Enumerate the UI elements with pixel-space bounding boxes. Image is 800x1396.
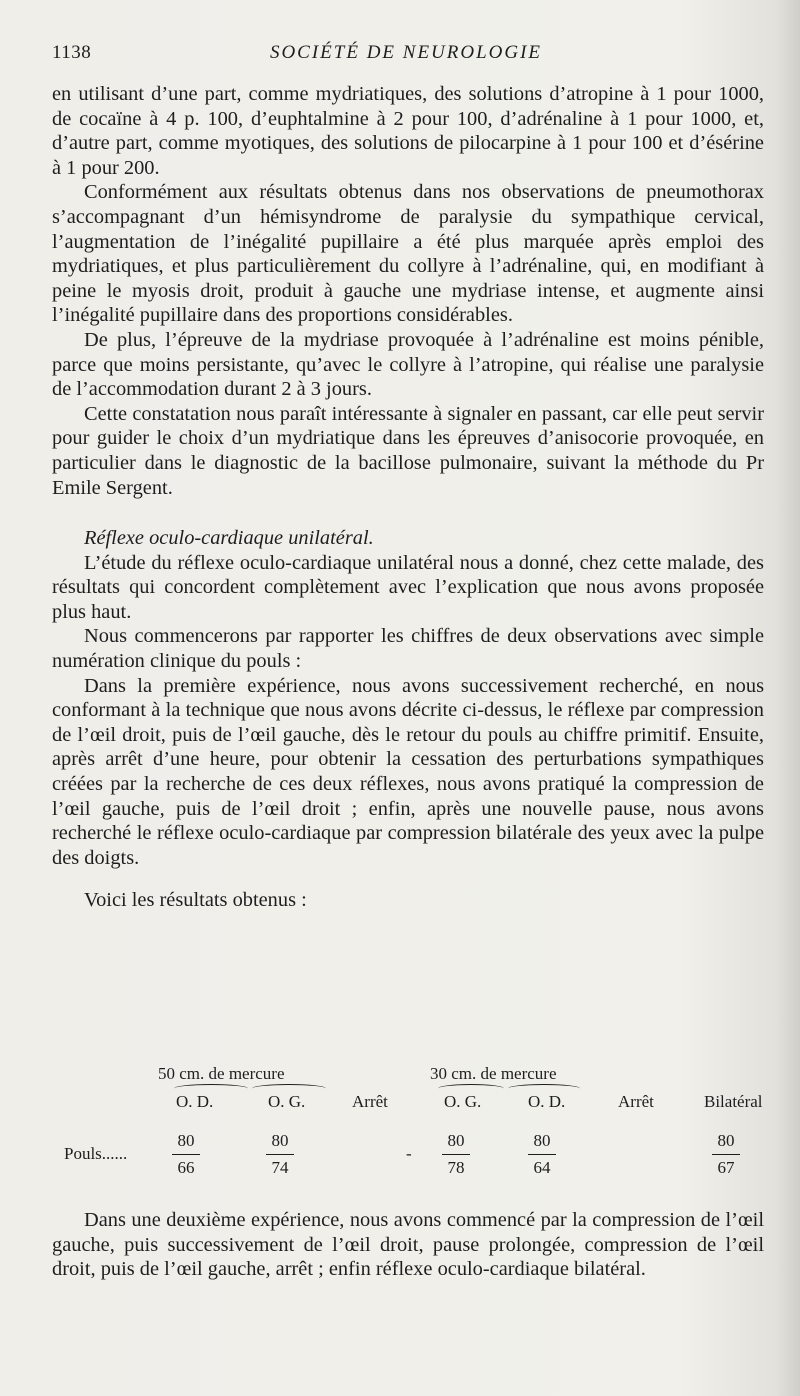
body-text (52, 82, 764, 913)
column-header-og: O. G. (268, 1092, 306, 1111)
group-header-50cm: 50 cm. de mercure (158, 1064, 285, 1083)
row-label-pouls: Pouls...... (64, 1144, 128, 1163)
fraction-bar (172, 1154, 200, 1155)
paragraph: De plus, l’épreuve de la mydriase provoquée à l’adrénaline est moins pénible, parce que moins persistante, qu’avec le collyre à l’atropine, qui réalise une paralysie de l’accommodation durant 2 à 3 jours. (52, 328, 764, 401)
group-header-30cm: 30 cm. de mercure (430, 1064, 557, 1083)
pulse-after: 78 (447, 1158, 465, 1177)
pulse-value (522, 1130, 562, 1179)
paragraph: en utilisant d’une part, comme mydriatiques, des solutions d’atropine à 1 pour 1000, de cocaïne à 4 p. 100, d’euphtalmine à 2 pour 100, d’adrénaline à 1 pour 1000, et, d’autre part, comme myotiques, des solutions de pilocarpine à 1 pour 100 et d’ésérine à 1 pour 200. (52, 83, 764, 179)
fraction-bar (266, 1154, 294, 1155)
section-subheading: Réflexe oculo-cardiaque unilatéral. (84, 527, 374, 550)
running-title: SOCIÉTÉ DE NEUROLOGIE (269, 42, 543, 63)
pulse-after: 67 (717, 1158, 735, 1177)
pulse-before: 80 (717, 1131, 735, 1150)
paragraph: Conformément aux résultats obtenus dans nos observations de pneumothorax s’accompagnant d’un hémisyndrome de paralysie du sympathique cervical, l’augmentation de l’inégalité pupillaire a été plus marquée après emploi des mydriatiques, et plus particulièrement du collyre à l’adrénaline, qui, en modifiant à peine le myosis droit, produit à gauche une mydriase intense, et augmente ainsi l’inégalité pupillaire dans des proportions considérables. (52, 181, 764, 327)
page-header (52, 42, 760, 72)
closing-text (52, 1208, 764, 1282)
column-header-od: O. D. (176, 1092, 214, 1111)
pulse-before: 80 (177, 1131, 195, 1150)
column-header-bilateral: Bilatéral (704, 1092, 763, 1111)
paragraph: Dans la première expérience, nous avons successivement recherché, en nous conformant à la technique que nous avons décrite ci-dessus, le réflexe par compression de l’œil droit, puis de l’œil gauche, dès le retour du pouls au chiffre primitif. Ensuite, après arrêt d’une heure, pour obtenir la cessation des perturbations sympathiques créées par la recherche de ces deux réflexes, nous avons pratiqué la compression de l’œil gauche, puis de l’œil droit ; enfin, après une nouvelle pause, nous avons recherché le réflexe oculo-cardiaque par compression bilatérale des yeux avec la pulpe des doigts. (52, 674, 764, 869)
pulse-value (436, 1130, 476, 1179)
pulse-after: 74 (271, 1158, 289, 1177)
paragraph: Voici les résultats obtenus : (84, 889, 307, 912)
column-header-og: O. G. (444, 1092, 482, 1111)
fraction-bar (528, 1154, 556, 1155)
pulse-value (260, 1130, 300, 1179)
fraction-bar (442, 1154, 470, 1155)
paragraph: Dans une deuxième expérience, nous avons commencé par la compression de l’œil gauche, puis successivement de l’œil droit, pause prolongée, compression de l’œil droit, puis de l’œil gauche, arrêt ; enfin réflexe oculo-cardiaque bilatéral. (52, 1209, 764, 1281)
pulse-value (166, 1130, 206, 1179)
column-header-arret: Arrêt (618, 1092, 654, 1111)
column-header-arret: Arrêt (352, 1092, 388, 1111)
results-table (52, 1056, 788, 1186)
column-header-od: O. D. (528, 1092, 566, 1111)
paragraph: L’étude du réflexe oculo-cardiaque unilatéral nous a donné, chez cette malade, des résultats qui concordent complètement avec l’explication que nous avons proposée plus haut. (52, 551, 764, 623)
pulse-after: 64 (533, 1158, 551, 1177)
fraction-bar (712, 1154, 740, 1155)
paragraph: Nous commencerons par rapporter les chiffres de deux observations avec simple numération clinique du pouls : (52, 625, 764, 673)
pulse-before: 80 (271, 1131, 289, 1150)
pulse-before: 80 (447, 1131, 465, 1150)
pulse-before: 80 (533, 1131, 551, 1150)
paragraph: Cette constatation nous paraît intéressante à signaler en passant, car elle peut servir pour guider le choix d’un mydriatique dans les épreuves d’anisocorie provoquée, en particulier dans le diagnostic de la bacillose pulmonaire, suivant la méthode du Pr Emile Sergent. (52, 402, 764, 499)
page-number: 1138 (52, 42, 92, 63)
pulse-value (706, 1130, 746, 1179)
arret-mark: - (406, 1144, 412, 1163)
pulse-after: 66 (177, 1158, 195, 1177)
